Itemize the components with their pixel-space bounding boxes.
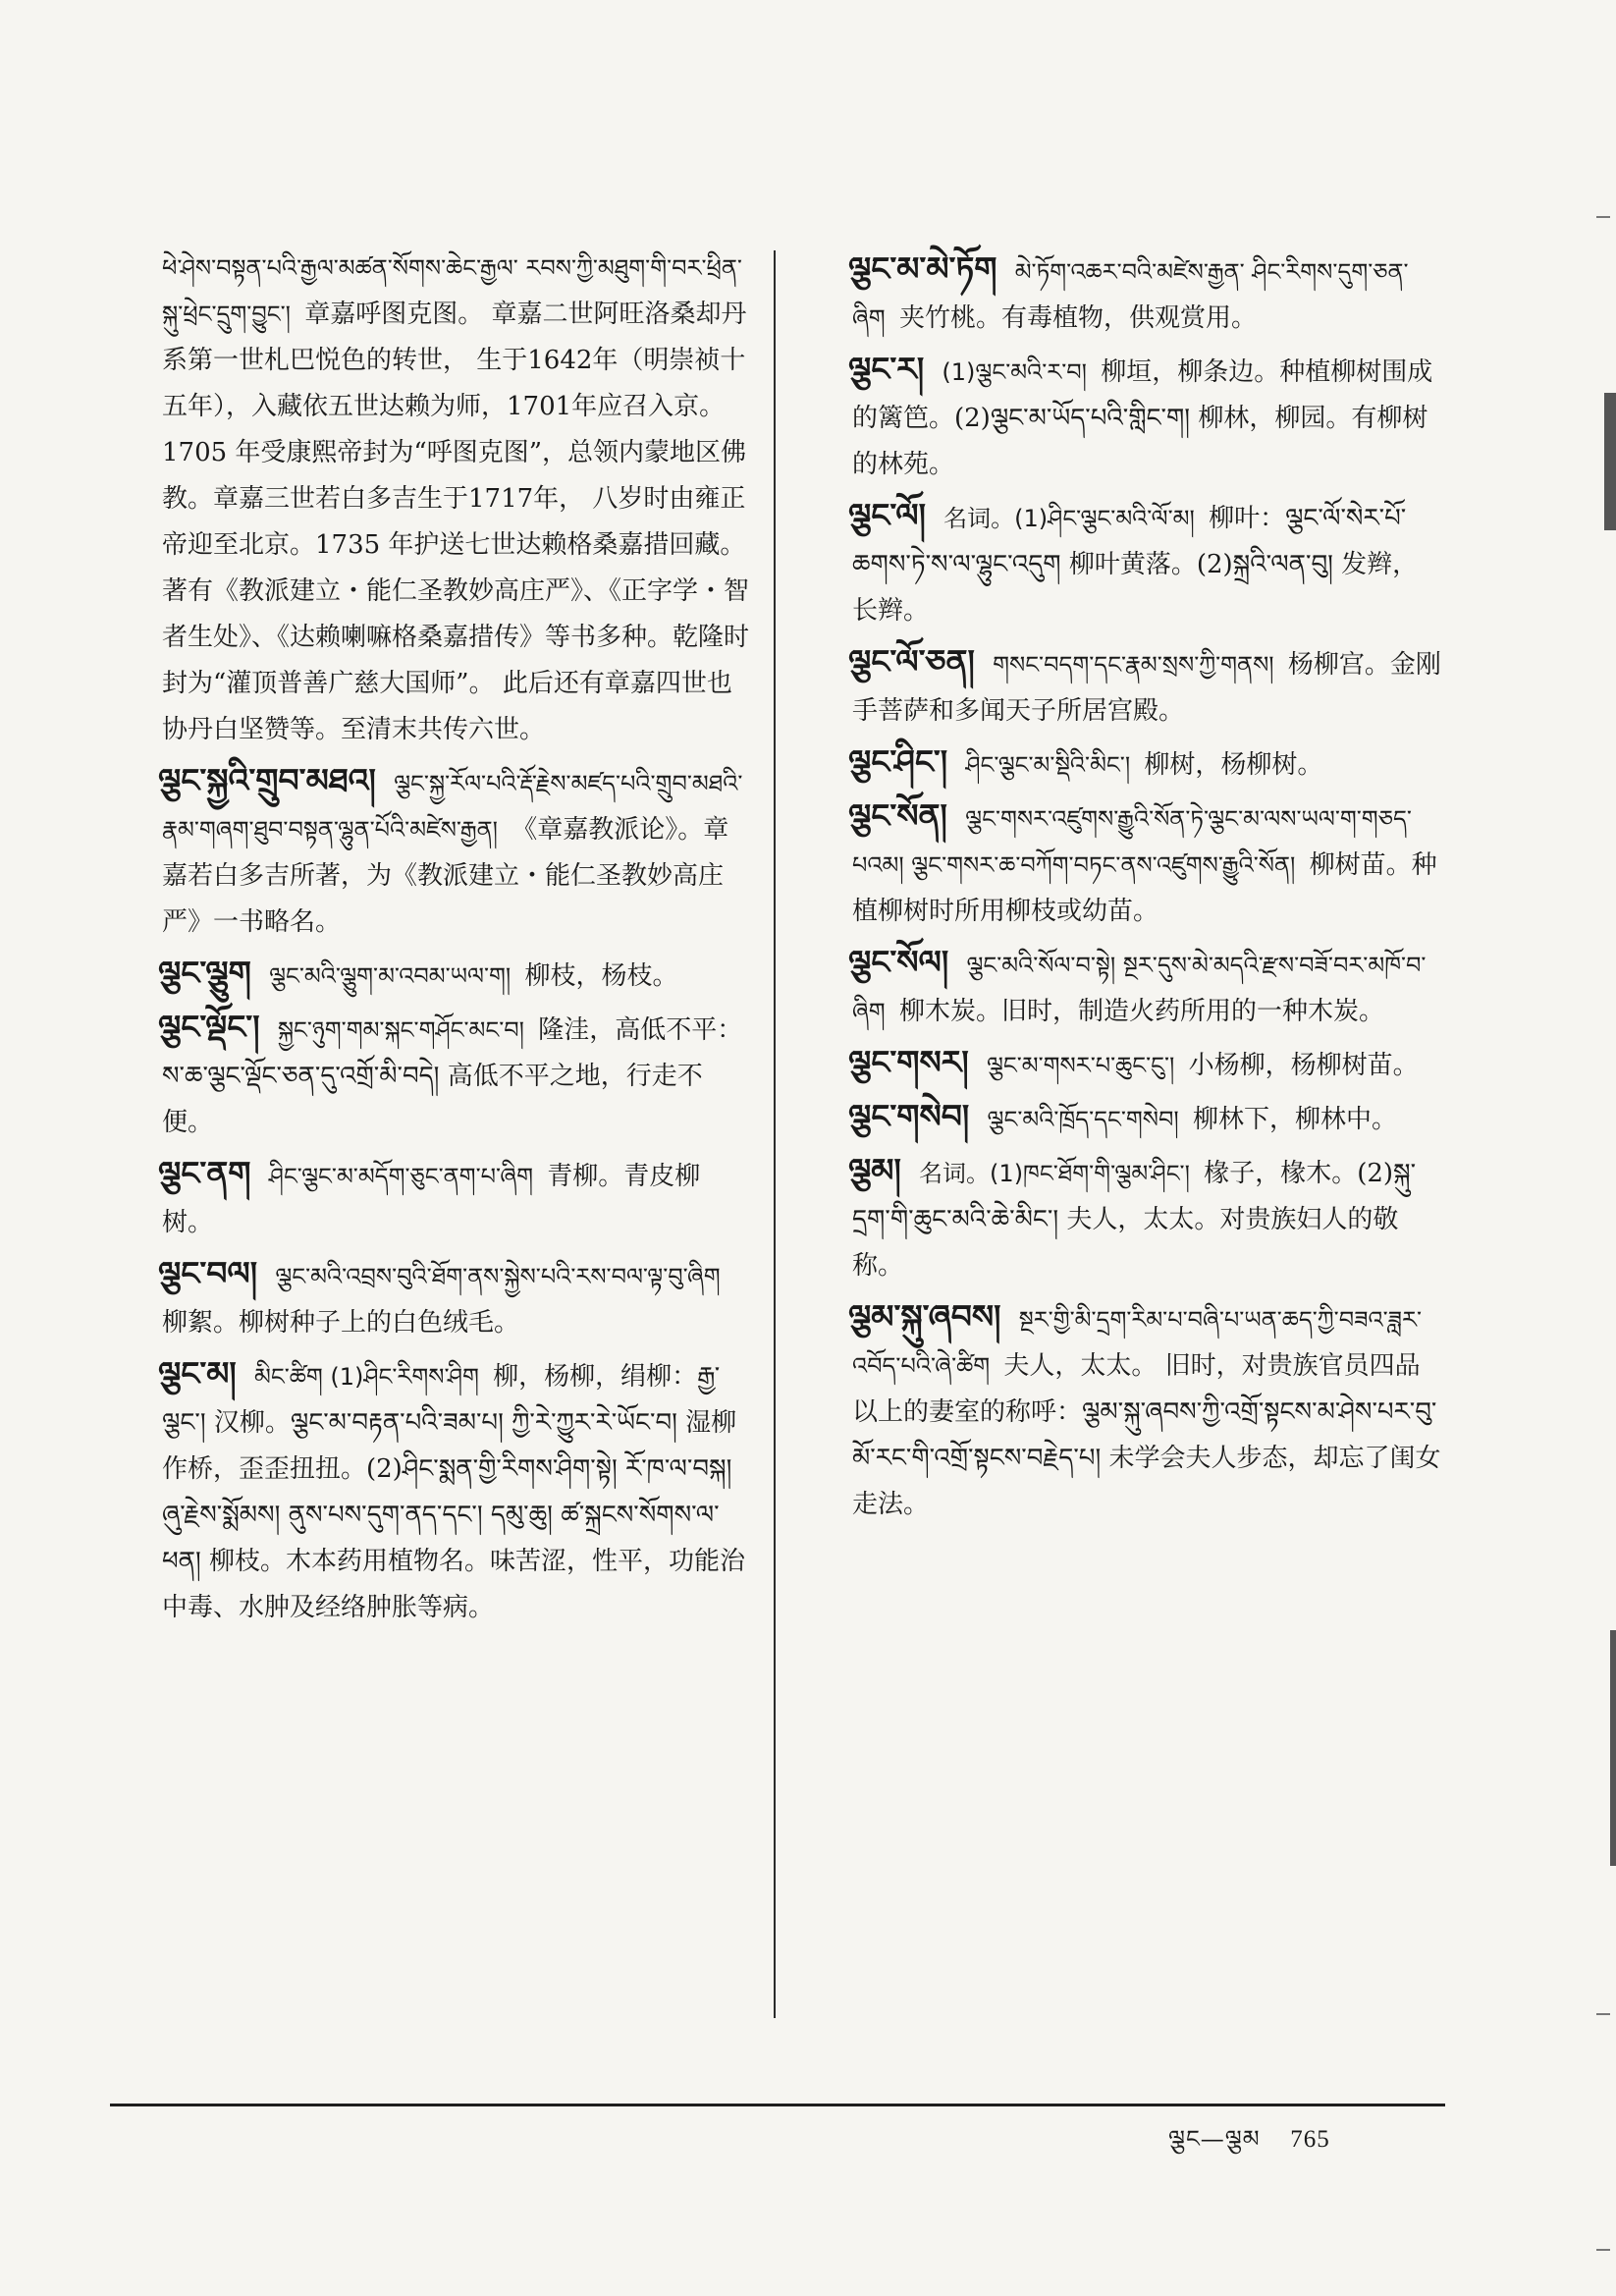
dictionary-entry: [803, 246, 1441, 342]
chinese-definition: 隆洼，高低不平：ས་ཆ་ལྕང་ལྡོང་ཅན་དུ་འགྲོ་མི་བདེ། 高低不平之地，行走不便。: [162, 1015, 743, 1137]
left-column: [113, 246, 751, 1635]
dictionary-entry: [113, 1004, 751, 1146]
dictionary-entry: [803, 492, 1441, 634]
chinese-definition: 柳林下，柳林中。: [1192, 1105, 1397, 1134]
tibetan-definition: ལྕང་མའི་ལྕུག་མ་འབམ་ཡལ་ག།: [269, 962, 512, 990]
chinese-definition: 章嘉呼图克图。 章嘉二世阿旺洛桑却丹系第一世札巴悦色的转世， 生于1642年（明崇祯十五年），入藏依五世达赖为师，1701年应召入京。1705 年受康熙帝封为“呼图克图”，总领内蒙地区佛教。章嘉三世若白多吉生于1717年， 八岁时由雍正帝迎至北京。1735 年护送七世达赖格桑嘉措回藏。 著有《教派建立・能仁圣教妙高庄严》、《正字学・智者生处》、《达赖喇嘛格桑嘉措传》等书多种。乾隆时封为“灌顶普善广慈大国师”。 此后还有章嘉四世也协丹白坚赞等。至清末共传六世。: [162, 300, 750, 744]
dictionary-entry: [113, 1250, 751, 1346]
dictionary-entry: [113, 1350, 751, 1631]
chinese-definition: 夫人，太太。 旧时，对贵族官员四品以上的妻室的称呼：ལྕམ་སྐུ་ཞབས་ཀྱི་འགྲོ་སྟངས་མ་ཤེས་པར་བུ་མོ་རང་གི་འགྲོ་སྟངས་བརྗེད་པ། 未学会夫人步态，却忘了闺女走法。: [852, 1351, 1441, 1519]
tibetan-definition: གསང་བདག་དང་རྣམ་སྲས་ཀྱི་གནས།: [993, 651, 1274, 679]
headword: ལྕང་ཤིང་།: [848, 742, 948, 781]
page-number: 765: [1290, 2126, 1330, 2153]
headword: ལྕང་གསེབ།: [848, 1097, 970, 1135]
dictionary-entry: [803, 1093, 1441, 1143]
tibetan-definition: མིང་ཚིག (1)ཤིང་རིགས་ཤིག: [254, 1363, 479, 1391]
right-column: [803, 246, 1441, 1532]
tibetan-definition: ལྕང་མའི་འབྲས་བུའི་ཐོག་ནས་སྐྱེས་པའི་རས་བལ་ལྟ་བུ་ཞིག: [275, 1263, 721, 1290]
headword: ལྕང་མ་མེ་ཏོག: [848, 249, 997, 288]
tibetan-definition: 名词。(1)ཁང་ཐོག་གི་ལྕམ་ཤིང་།: [919, 1160, 1190, 1187]
page-range: ལྕང—ལྕམ: [1168, 2125, 1261, 2153]
chinese-definition: 柳，杨柳，绢柳：རྒྱ་ལྕང་། 汉柳。ལྕང་མ་བརྟན་པའི་ཟམ་པ། ཀྱི་རེ་ཀྱུར་རེ་ཡོང་བ། 湿柳作桥，歪歪扭扭。(2)ཤིང་སྨན་གྱི་རིགས་ཤིག་སྟེ། རོ་ཁ་ལ་བསྐ། ཞུ་རྗེས་སྨོམས། ནུས་པས་དུག་ནད་དང་། དམུ་ཆུ། ཚ་སྐྲངས་སོགས་ལ་ཕན། 柳枝。木本药用植物名。味苦涩，性平，功能治中毒、水肿及经络肿胀等病。: [162, 1362, 746, 1622]
column-divider: [774, 250, 776, 2018]
chinese-definition: 柳树苗。种植柳树时所用柳枝或幼苗。: [852, 850, 1437, 926]
dictionary-entry: [113, 757, 751, 946]
tibetan-definition: སྐྱང་ཉུག་གམ་སྐང་གཤོང་མང་བ།: [277, 1016, 524, 1044]
footer-rule: [110, 2104, 1445, 2106]
tibetan-definition: སྔར་གྱི་མི་དྲག་རིམ་པ་བཞི་པ་ཡན་ཆད་ཀྱི་བཟའ་ཟླར་འབོད་པའི་ཞེ་ཚིག: [852, 1306, 1422, 1380]
headword: ལྕམ་སྐུ་ཞབས།: [848, 1297, 1001, 1336]
dictionary-entry: [113, 1150, 751, 1246]
chinese-definition: 柳叶：ལྕང་ལོ་སེར་པོ་ཆགས་ཏེ་ས་ལ་ལྷུང་འདུག 柳叶黄落。(2)སྐྲའི་ལན་བུ། 发辫，长辫。: [852, 504, 1419, 626]
chinese-definition: 柳木炭。旧时，制造火药所用的一种木炭。: [898, 997, 1384, 1026]
scan-tick: [1596, 2013, 1610, 2015]
headword: ལྕང་བལ།: [158, 1254, 258, 1292]
headword: ལྕང་སོལ།: [848, 943, 949, 981]
dictionary-entry: [803, 738, 1441, 789]
chinese-definition: 《章嘉教派论》。章嘉若白多吉所著，为《教派建立・能仁圣教妙高庄严》一书略名。: [162, 815, 729, 937]
tibetan-definition: ལྕང་གསར་འཛུགས་རྒྱུའི་སོན་ཏེ་ལྕང་མ་ལས་ཡལ་ག་གཅད་པའམ། ལྕང་གསར་ཆ་བཀོག་བཏང་ནས་འཛུགས་རྒྱུའི་སོན།: [852, 805, 1412, 879]
dictionary-entry: [803, 793, 1441, 935]
tibetan-definition: མེ་ཏོག་འཆར་བའི་མཛེས་རྒྱན་ ཤིང་རིགས་དུག་ཅན་ཞིག: [852, 258, 1409, 332]
headword: ལྕང་སོན།: [848, 796, 947, 835]
headword: ལྕང་གསར།: [848, 1043, 969, 1081]
dictionary-entry: [803, 346, 1441, 488]
headword: ལྕང་ལོ་ཅན།: [848, 642, 975, 681]
scan-edge-mark: [1604, 393, 1616, 530]
chinese-definition: 青柳。青皮柳树。: [162, 1162, 701, 1237]
chinese-definition: 椽子，椽木。(2)སྐུ་དྲག་གི་ཆུང་མའི་ཆེ་མིང་། 夫人，太太。对贵族妇人的敬称。: [852, 1159, 1417, 1281]
dictionary-entry: [803, 1039, 1441, 1089]
headword: ལྕམ།: [848, 1151, 901, 1189]
tibetan-definition: 名词。(1)ཤིང་ལྕང་མའི་ལོ་མ།: [943, 505, 1195, 532]
tibetan-definition: ལྕང་སྐྱ་རོལ་པའི་རྡོ་རྗེས་མཛད་པའི་གྲུབ་མཐའི་རྣམ་གཞག་ཐུབ་བསྟན་ལྷུན་པོའི་མཛེས་རྒྱན།: [162, 770, 743, 844]
dictionary-entry: [803, 939, 1441, 1035]
chinese-definition: 杨柳宫。金刚手菩萨和多闻天子所居宫殿。: [852, 650, 1441, 726]
dictionary-entry: [803, 638, 1441, 735]
headword: ལྕང་སྐྱའི་གྲུབ་མཐའ།: [158, 761, 376, 799]
headword: ལྕང་ལོ།: [848, 496, 926, 534]
chinese-definition: 柳垣，柳条边。种植柳树围成的篱笆。(2)ལྕང་མ་ཡོད་པའི་གླིང་ག། 柳林，柳园。有柳树的林苑。: [852, 357, 1433, 479]
headword: ལྕང་མ།: [158, 1354, 237, 1393]
dictionary-entry: [113, 950, 751, 1000]
tibetan-definition: ལྕང་མ་གསར་པ་ཆུང་ངུ་།: [986, 1052, 1175, 1079]
scan-tick: [1596, 2249, 1610, 2251]
tibetan-definition: ལྕང་མའི་སོལ་བ་སྟེ། སྔར་དུས་མེ་མདའི་རྫས་བཟོ་བར་མཁོ་བ་ཞིག: [852, 952, 1427, 1025]
tibetan-definition: ཤིང་ལྕང་མ་སྡིའི་མིང་།: [965, 751, 1131, 779]
headword: ལྕང་ར།: [848, 350, 925, 388]
tibetan-definition: ཤིང་ལྕང་མ་མདོག་ཅུང་ནག་པ་ཞིག: [268, 1163, 534, 1190]
scan-edge-mark: [1610, 1630, 1616, 1866]
tibetan-definition: (1)ལྕང་མའི་ར་བ།: [942, 358, 1087, 386]
scan-tick: [1596, 216, 1610, 218]
chinese-definition: 柳絮。柳树种子上的白色绒毛。: [162, 1308, 520, 1338]
chinese-definition: 小杨柳，杨柳树苗。: [1188, 1051, 1419, 1080]
headword: ལྕང་ལྕུག: [158, 954, 251, 992]
page-footer: [1168, 2113, 1330, 2179]
tibetan-definition: ཕེ་ཤེས་བསྟན་པའི་རྒྱལ་མཚན་སོགས་ཆེང་རྒྱལ་ རབས་ཀྱི་མཐུག་གི་བར་ཕྲིན་སྐུ་ཕྲེང་དྲུག་བྱུང་།: [162, 254, 742, 328]
chinese-definition: 柳树，杨柳树。: [1144, 750, 1323, 780]
headword: ལྕང་ནག: [158, 1154, 251, 1192]
tibetan-definition: ལྕང་མའི་ཁྲོད་དང་གསེབ།: [987, 1106, 1179, 1133]
entry-continuation: [113, 246, 751, 753]
headword: ལྕང་ལྡོང་།: [158, 1008, 260, 1046]
dictionary-entry: [803, 1293, 1441, 1528]
chinese-definition: 柳枝，杨枝。: [524, 961, 678, 991]
dictionary-entry: [803, 1147, 1441, 1289]
chinese-definition: 夹竹桃。有毒植物，供观赏用。: [898, 303, 1257, 333]
